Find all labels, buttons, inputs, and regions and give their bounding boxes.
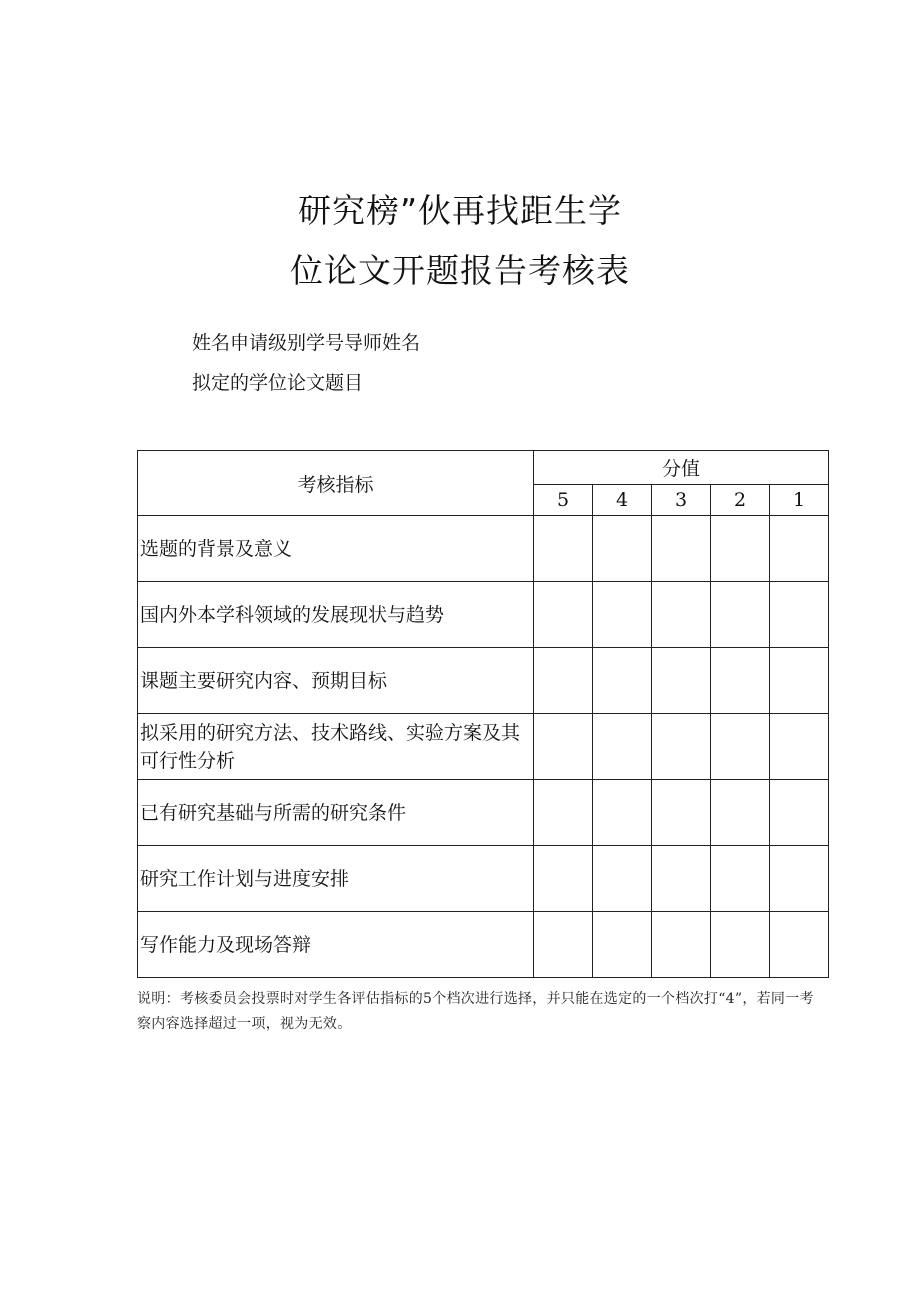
- score-cell[interactable]: [711, 846, 770, 912]
- indicator-label: 研究工作计划与进度安排: [138, 846, 534, 912]
- score-cell[interactable]: [652, 780, 711, 846]
- score-cell[interactable]: [534, 516, 593, 582]
- score-cell[interactable]: [652, 648, 711, 714]
- indicator-label: 拟采用的研究方法、技术路线、实验方案及其可行性分析: [138, 714, 534, 780]
- score-cell[interactable]: [711, 648, 770, 714]
- instructions-note: 说明：考核委员会投票时对学生各评估指标的5个档次进行选择，并只能在选定的一个档次打“4”，若同一考察内容选择超过一项，视为无效。: [137, 991, 814, 1032]
- document-title-line-1: 研究榜”伙再找距生学: [297, 191, 623, 230]
- document-title-line-2: 位论文开题报告考核表: [290, 251, 630, 290]
- score-column-1: 1: [770, 485, 829, 516]
- score-cell[interactable]: [652, 582, 711, 648]
- table-row: [138, 846, 829, 912]
- score-header: 分值: [534, 451, 829, 485]
- score-cell[interactable]: [652, 912, 711, 978]
- score-cell[interactable]: [711, 582, 770, 648]
- score-cell[interactable]: [593, 780, 652, 846]
- indicator-label: 已有研究基础与所需的研究条件: [138, 780, 534, 846]
- table-row: [138, 780, 829, 846]
- score-cell[interactable]: [770, 648, 829, 714]
- score-cell[interactable]: [534, 648, 593, 714]
- score-cell[interactable]: [770, 516, 829, 582]
- indicator-label: 课题主要研究内容、预期目标: [138, 648, 534, 714]
- score-cell[interactable]: [770, 846, 829, 912]
- score-cell[interactable]: [534, 582, 593, 648]
- score-cell[interactable]: [593, 582, 652, 648]
- score-cell[interactable]: [770, 780, 829, 846]
- score-cell[interactable]: [770, 714, 829, 780]
- applicant-info-line: 姓名申请级别学号导师姓名: [192, 332, 421, 354]
- score-cell[interactable]: [534, 714, 593, 780]
- score-cell[interactable]: [652, 714, 711, 780]
- score-cell[interactable]: [534, 846, 593, 912]
- table-row: [138, 648, 829, 714]
- score-column-3: 3: [652, 485, 711, 516]
- score-cell[interactable]: [770, 912, 829, 978]
- score-cell[interactable]: [534, 912, 593, 978]
- table-row: [138, 516, 829, 582]
- indicator-header: 考核指标: [138, 451, 534, 516]
- indicator-label: 写作能力及现场答辩: [138, 912, 534, 978]
- score-cell[interactable]: [711, 516, 770, 582]
- table-row: [138, 714, 829, 780]
- score-column-2: 2: [711, 485, 770, 516]
- score-cell[interactable]: [652, 846, 711, 912]
- score-cell[interactable]: [534, 780, 593, 846]
- indicator-label: 选题的背景及意义: [138, 516, 534, 582]
- score-cell[interactable]: [711, 714, 770, 780]
- score-cell[interactable]: [593, 846, 652, 912]
- score-cell[interactable]: [593, 516, 652, 582]
- score-cell[interactable]: [593, 714, 652, 780]
- indicator-label: 国内外本学科领域的发展现状与趋势: [138, 582, 534, 648]
- score-cell[interactable]: [711, 780, 770, 846]
- score-cell[interactable]: [593, 648, 652, 714]
- score-cell[interactable]: [593, 912, 652, 978]
- score-cell[interactable]: [711, 912, 770, 978]
- score-cell[interactable]: [652, 516, 711, 582]
- score-column-5: 5: [534, 485, 593, 516]
- thesis-title-line: 拟定的学位论文题目: [192, 372, 364, 394]
- table-row: [138, 912, 829, 978]
- evaluation-table: [137, 450, 829, 978]
- table-row: [138, 582, 829, 648]
- score-column-4: 4: [593, 485, 652, 516]
- score-cell[interactable]: [770, 582, 829, 648]
